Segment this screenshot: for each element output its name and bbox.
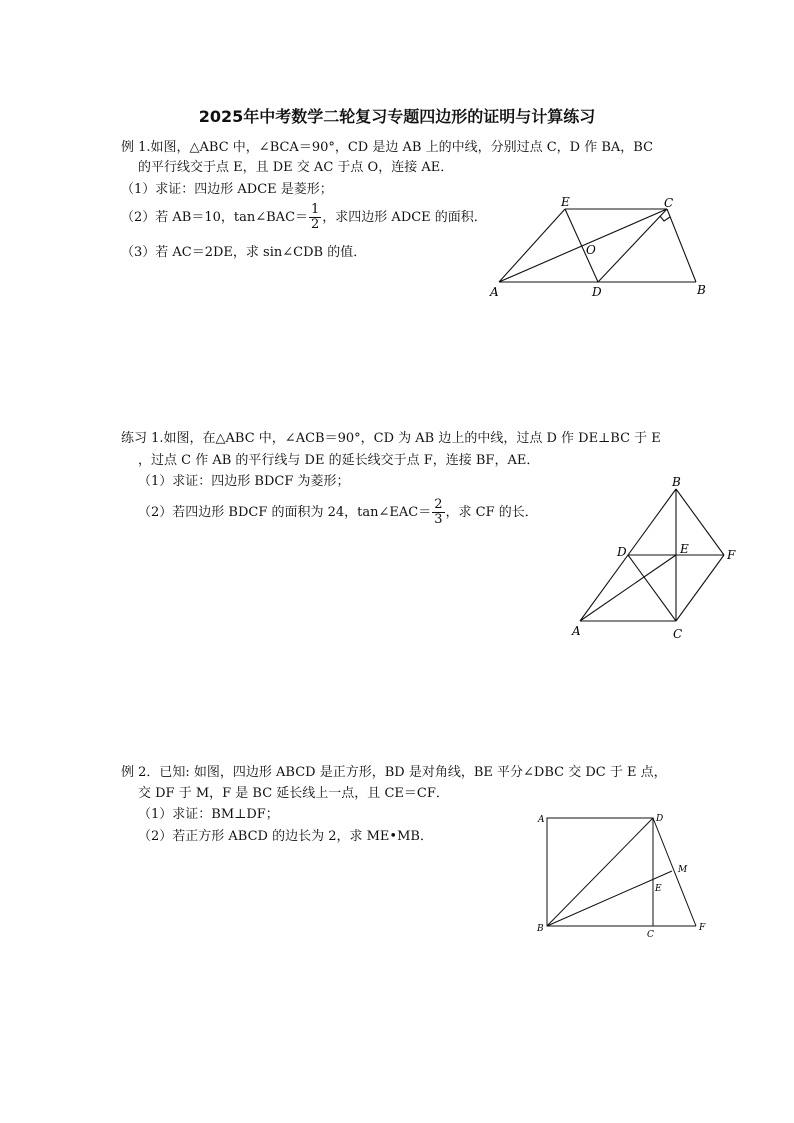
ex2-line2: 交 DF 于 M，F 是 BC 延长线上一点，且 CE＝CF． bbox=[138, 786, 449, 801]
pr1-fraction-num: 2 bbox=[434, 497, 443, 512]
ex2-label-f: F bbox=[699, 923, 706, 933]
pr1-label-e: E bbox=[680, 542, 689, 556]
pr1-line2: ，过点 C 作 AB 的平行线与 DE 的延长线交于点 F，连接 BF，AE． bbox=[138, 453, 540, 468]
ex1-label-d: D bbox=[592, 285, 602, 299]
ex1-question2-pre: （2）若 AB＝10，tan∠BAC＝ bbox=[121, 210, 309, 225]
page-title: 2025年中考数学二轮复习专题四边形的证明与计算练习 bbox=[198, 107, 596, 126]
ex1-label-e: E bbox=[561, 195, 570, 209]
ex1-question1: （1）求证：四边形 ADCE 是菱形； bbox=[121, 182, 333, 197]
ex1-line2: 的平行线交于点 E，且 DE 交 AC 于点 O，连接 AE． bbox=[138, 160, 454, 175]
pr1-label-d: D bbox=[617, 545, 627, 559]
ex1-label-c: C bbox=[664, 196, 674, 210]
ex2-seg-bd bbox=[547, 818, 653, 926]
ex2-label-c: C bbox=[647, 930, 654, 940]
ex1-question3: （3）若 AC＝2DE，求 sin∠CDB 的值． bbox=[121, 245, 367, 260]
ex1-label-o: O bbox=[586, 243, 596, 257]
ex2-label-b: B bbox=[537, 924, 544, 934]
ex2-label-d: D bbox=[656, 814, 664, 824]
pr1-label-b: B bbox=[672, 475, 681, 489]
ex1-fraction-num: 1 bbox=[311, 202, 320, 217]
pr1-question2-post: ，求 CF 的长． bbox=[445, 505, 538, 520]
ex2-line1: 例 2．已知: 如图，四边形 ABCD 是正方形，BD 是对角线，BE 平分∠DBC 交 DC 于 E 点， bbox=[121, 765, 667, 780]
pr1-question2-pre: （2）若四边形 BDCF 的面积为 24，tan∠EAC＝ bbox=[138, 505, 432, 520]
pr1-fraction-den: 3 bbox=[434, 512, 443, 527]
ex2-seg-df bbox=[653, 818, 696, 926]
ex2-label-e: E bbox=[655, 884, 662, 894]
pr1-line1: 练习 1.如图，在△ABC 中，∠ACB＝90°，CD 为 AB 边上的中线，过点 D 作 DE⊥BC 于 E bbox=[121, 431, 661, 446]
ex2-question1: （1）求证：BM⊥DF； bbox=[138, 807, 279, 822]
ex2-label-a: A bbox=[538, 815, 545, 825]
ex1-line1: 例 1.如图，△ABC 中，∠BCA＝90°，CD 是边 AB 上的中线，分别过点 C，D 作 BA，BC bbox=[121, 140, 654, 155]
ex2-label-m: M bbox=[678, 865, 688, 875]
pr1-label-f: F bbox=[727, 548, 736, 562]
pr1-question1: （1）求证：四边形 BDCF 为菱形； bbox=[138, 474, 350, 489]
ex1-label-b: B bbox=[697, 283, 706, 297]
ex2-question2: （2）若正方形 ABCD 的边长为 2，求 ME•MB． bbox=[138, 829, 433, 844]
ex1-fraction-den: 2 bbox=[311, 217, 320, 232]
ex1-question2-post: ，求四边形 ADCE 的面积． bbox=[322, 210, 487, 225]
ex1-label-a: A bbox=[490, 285, 499, 299]
pr1-label-c: C bbox=[673, 627, 683, 641]
pr1-label-a: A bbox=[572, 624, 581, 638]
